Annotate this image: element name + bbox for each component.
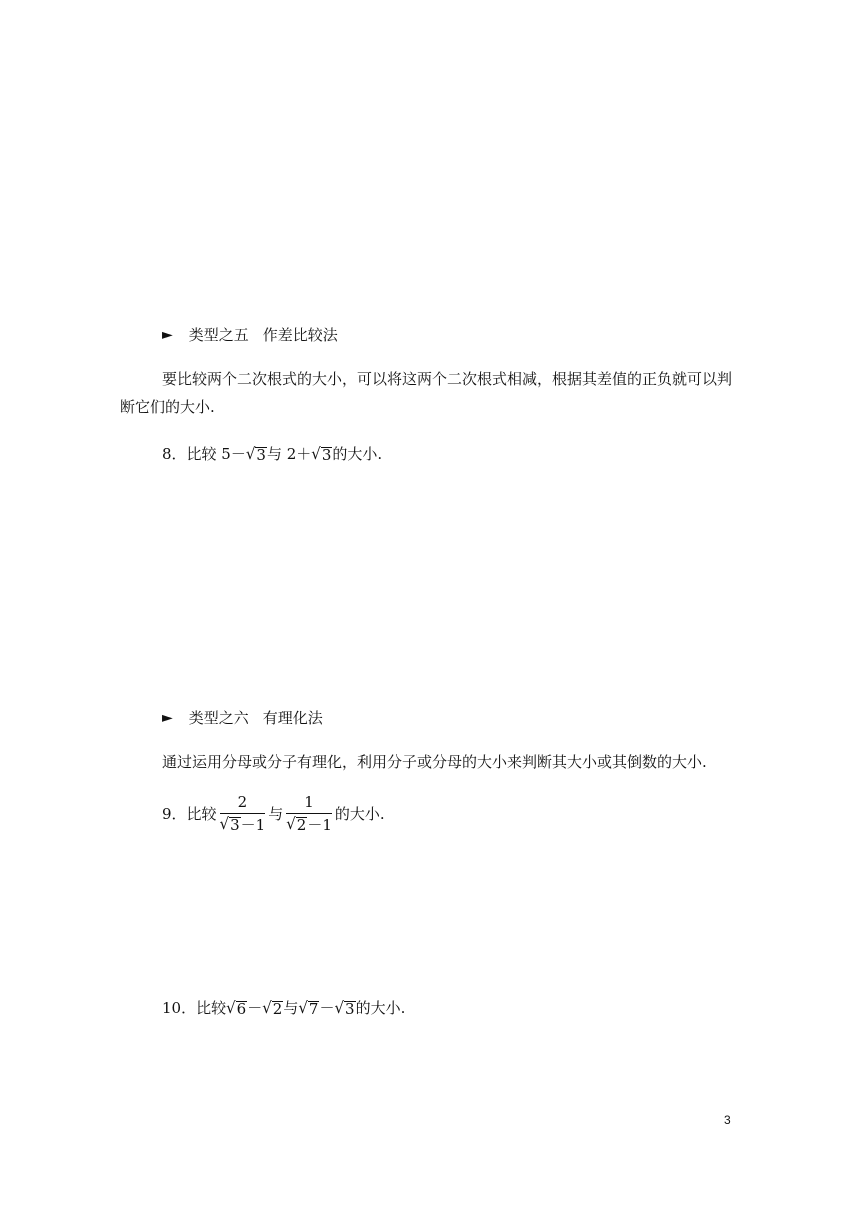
problem-10 bbox=[162, 997, 405, 1018]
section5-description-line2: 断它们的大小. bbox=[120, 398, 215, 416]
section5-description-line1: 要比较两个二次根式的大小，可以将这两个二次根式相减，根据其差值的正负就可以判 bbox=[162, 370, 733, 388]
problem-10-prefix: 10．比较 bbox=[162, 999, 227, 1017]
sqrt-expression: √ 3 bbox=[334, 998, 355, 1018]
page-number: 3 bbox=[724, 1113, 731, 1127]
sqrt-expression: √ 3 bbox=[245, 444, 266, 464]
problem-8-mid: 与 2＋ bbox=[266, 445, 312, 463]
section6-label: 类型之六 bbox=[188, 709, 249, 727]
sqrt-expression: √ 3 bbox=[311, 444, 332, 464]
sqrt-expression: √ 6 bbox=[226, 998, 247, 1018]
fraction-1: 2 √ 3 －1 bbox=[219, 793, 266, 834]
triangle-bullet-icon: ► bbox=[162, 709, 173, 726]
problem-9-end: 的大小. bbox=[334, 805, 385, 824]
problem-9 bbox=[162, 794, 385, 833]
sqrt-expression: √ 7 bbox=[298, 998, 319, 1018]
problem-10-end: 的大小. bbox=[355, 999, 406, 1017]
triangle-bullet-icon: ► bbox=[162, 326, 173, 343]
problem-9-prefix: 9．比较 bbox=[162, 805, 217, 824]
section5-label: 类型之五 bbox=[188, 326, 249, 344]
section6-header bbox=[162, 707, 323, 728]
minus-sign: － bbox=[319, 999, 335, 1017]
problem-9-mid: 与 bbox=[268, 805, 284, 824]
section5-header bbox=[162, 324, 338, 345]
section5-title: 作差比较法 bbox=[262, 326, 338, 344]
fraction-2: 1 √ 2 －1 bbox=[286, 793, 332, 834]
problem-8 bbox=[162, 443, 382, 464]
section6-description: 通过运用分母或分子有理化，利用分子或分母的大小来判断其大小或其倒数的大小. bbox=[162, 753, 707, 771]
section6-title: 有理化法 bbox=[262, 709, 323, 727]
problem-8-prefix: 8．比较 5－ bbox=[162, 445, 246, 463]
problem-8-end: 的大小. bbox=[332, 445, 383, 463]
problem-10-mid: 与 bbox=[283, 999, 299, 1017]
minus-sign: － bbox=[247, 999, 263, 1017]
sqrt-expression: √ 2 bbox=[262, 998, 283, 1018]
